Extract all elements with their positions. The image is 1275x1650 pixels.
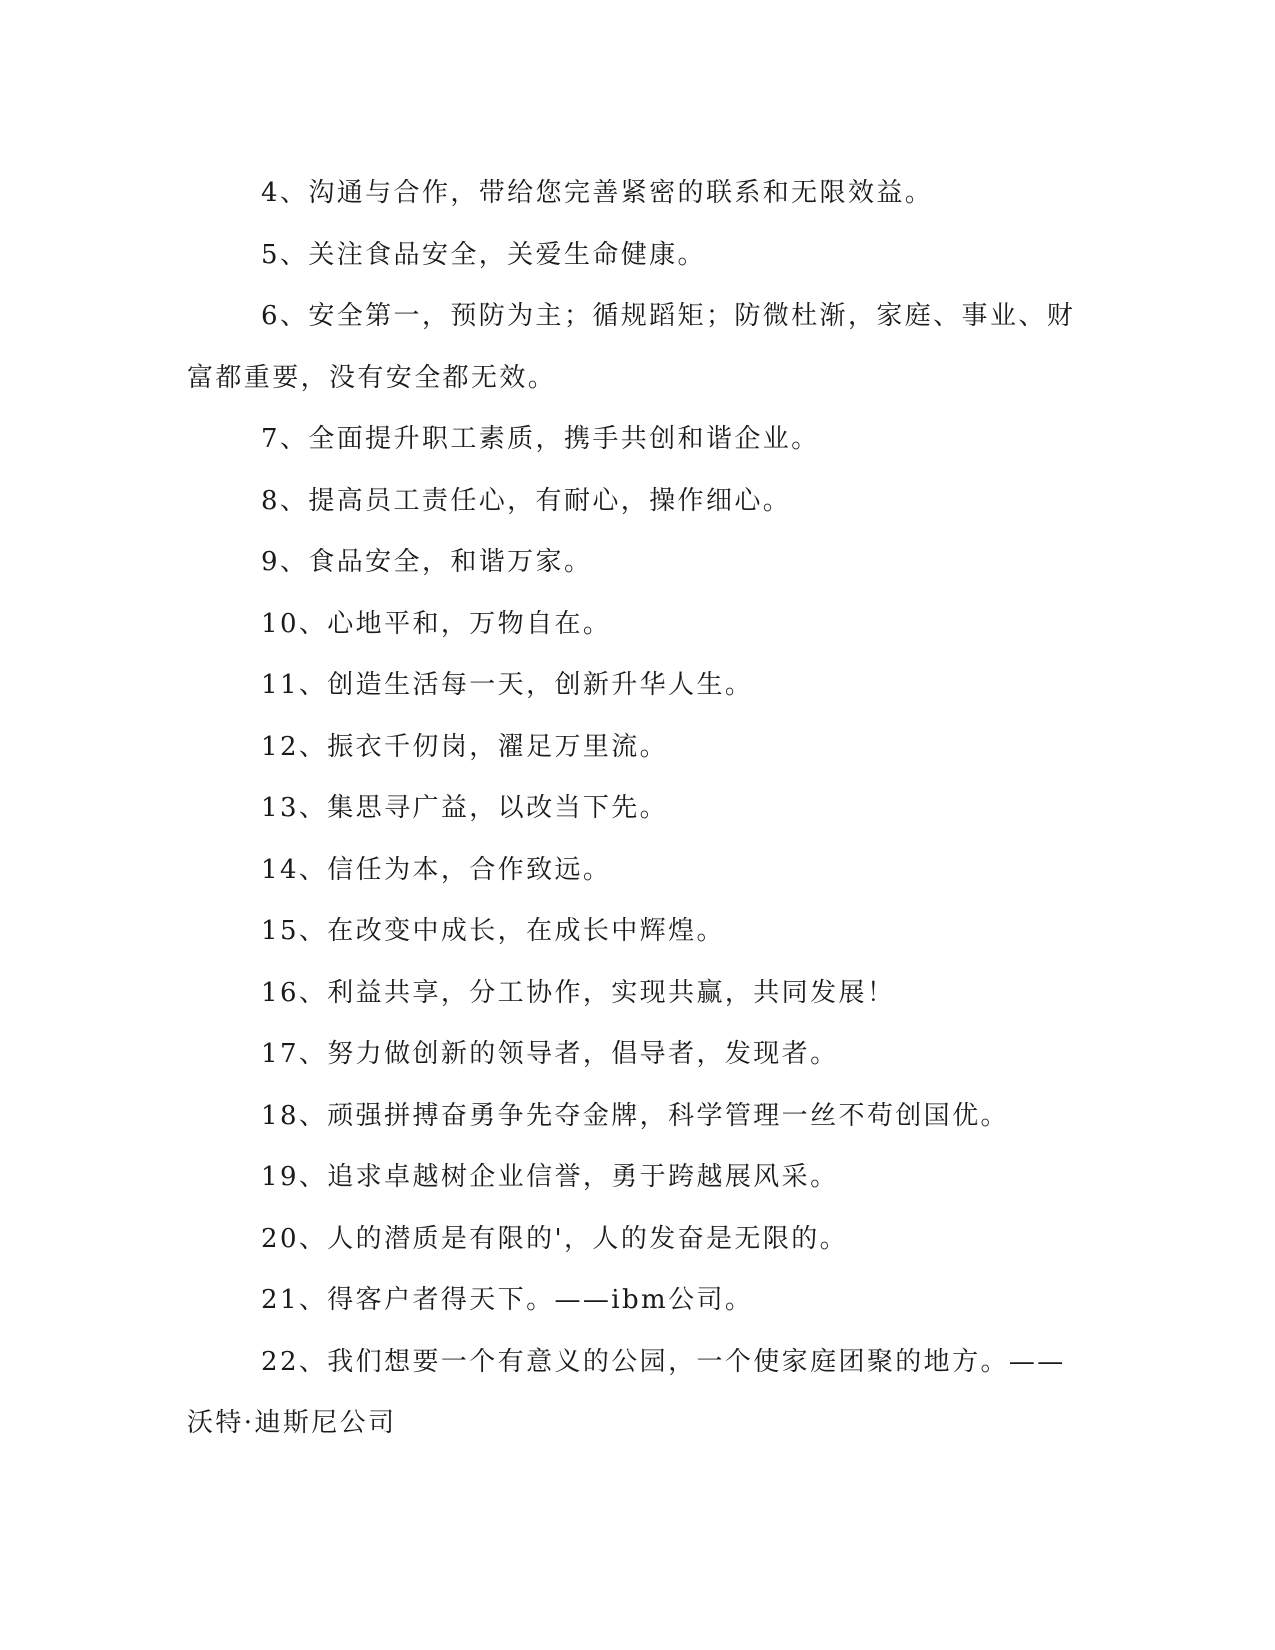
paragraph-10: 10、心地平和，万物自在。 xyxy=(261,608,612,639)
paragraph-11: 11、创造生活每一天，创新升华人生。 xyxy=(261,670,754,700)
paragraph-18: 18、顽强拼搏奋勇争先夺金牌，科学管理一丝不苟创国优。 xyxy=(261,1100,1009,1131)
paragraph-19: 19、追求卓越树企业信誉，勇于跨越展风采。 xyxy=(261,1162,839,1192)
paragraph-14: 14、信任为本，合作致远。 xyxy=(261,854,612,885)
paragraph-16: 16、利益共享，分工协作，实现共赢，共同发展！ xyxy=(261,977,896,1008)
paragraph-9: 9、食品安全，和谐万家。 xyxy=(261,547,593,577)
paragraph-17: 17、努力做创新的领导者，倡导者，发现者。 xyxy=(261,1039,839,1069)
paragraph-4: 4、沟通与合作，带给您完善紧密的联系和无限效益。 xyxy=(261,178,934,208)
document-body xyxy=(187,163,1080,1455)
paragraph-15: 15、在改变中成长，在成长中辉煌。 xyxy=(261,916,725,946)
paragraph-20: 20、人的潜质是有限的'，人的发奋是无限的。 xyxy=(261,1223,849,1254)
paragraph-21: 21、得客户者得天下。——ibm公司。 xyxy=(261,1285,754,1315)
paragraph-22: 22、我们想要一个有意义的公园，一个使家庭团聚的地方。——沃特·迪斯尼公司 xyxy=(187,1346,1066,1438)
paragraph-12: 12、振衣千仞岗，濯足万里流。 xyxy=(261,731,669,762)
paragraph-13: 13、集思寻广益，以改当下先。 xyxy=(261,793,669,823)
paragraph-6: 6、安全第一，预防为主；循规蹈矩；防微杜渐，家庭、事业、财富都重要，没有安全都无效。 xyxy=(187,301,1076,393)
paragraph-8: 8、提高员工责任心，有耐心，操作细心。 xyxy=(261,485,792,516)
paragraph-7: 7、全面提升职工素质，携手共创和谐企业。 xyxy=(261,424,820,454)
paragraph-5: 5、关注食品安全，关爱生命健康。 xyxy=(261,239,706,270)
